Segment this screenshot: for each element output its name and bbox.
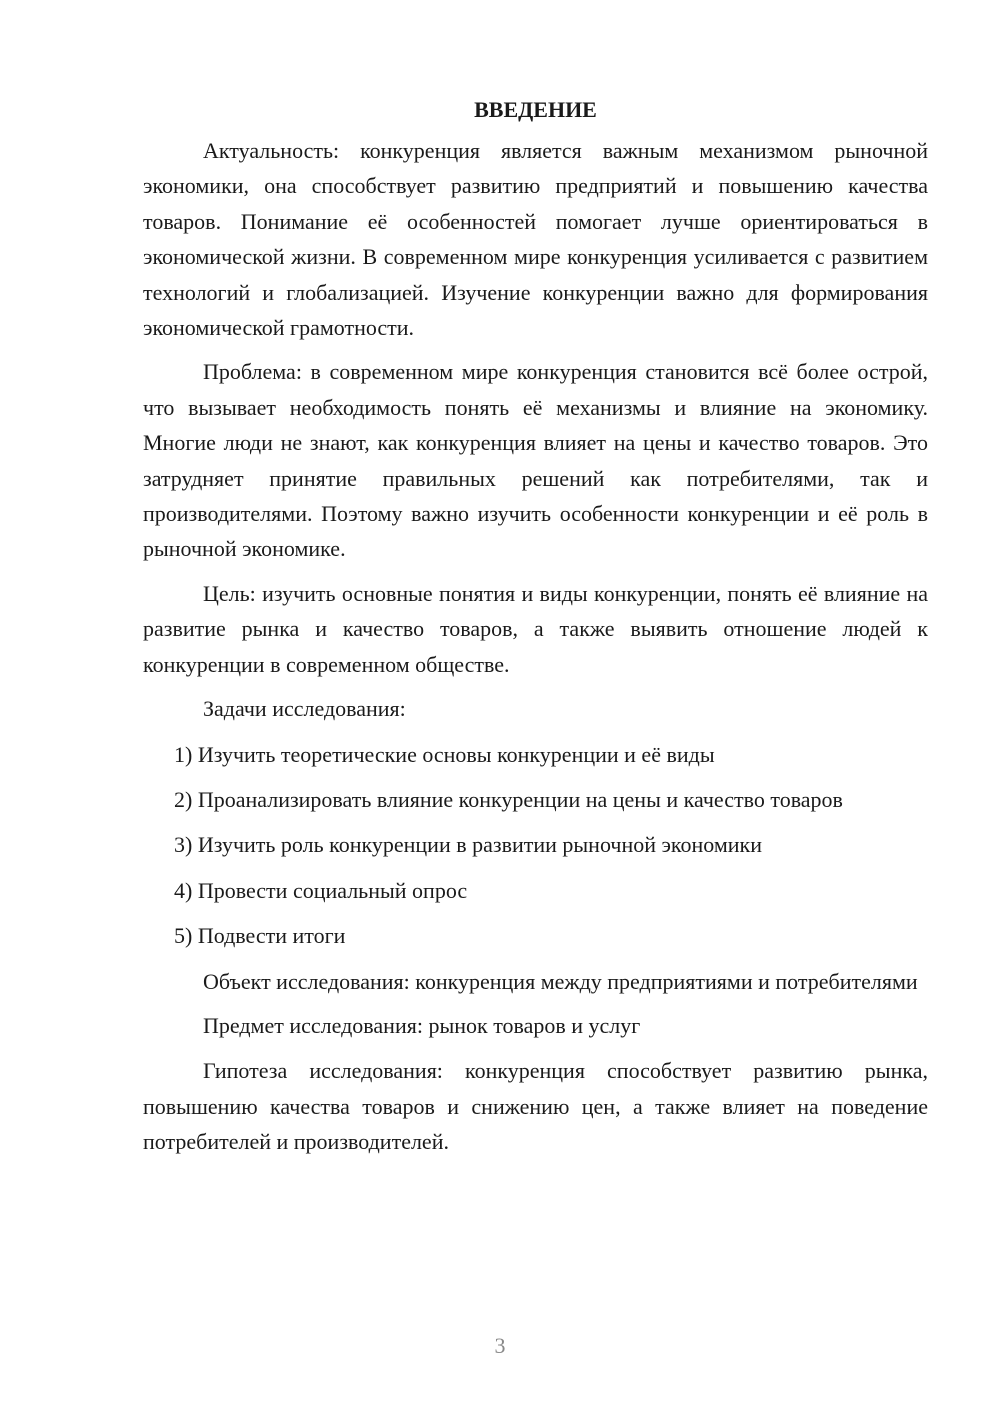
page-title: ВВЕДЕНИЕ bbox=[474, 97, 597, 122]
tasks-heading: Задачи исследования: bbox=[203, 696, 406, 722]
task-item: 2) Проанализировать влияние конкуренции на цены и качество товаров bbox=[174, 786, 843, 812]
object-paragraph: Объект исследования: конкуренция между предприятиями и потребителями bbox=[203, 968, 918, 994]
page-number: 3 bbox=[494, 1333, 506, 1358]
document-page bbox=[143, 92, 928, 1169]
tasks-list bbox=[143, 737, 928, 954]
task-item: 1) Изучить теоретические основы конкуренции и её виды bbox=[174, 741, 715, 767]
task-item: 4) Провести социальный опрос bbox=[174, 877, 468, 903]
task-item: 3) Изучить роль конкуренции в развитии рыночной экономики bbox=[174, 832, 763, 858]
subject-paragraph: Предмет исследования: рынок товаров и услуг bbox=[203, 1012, 641, 1038]
relevance-paragraph: Актуальность: конкуренция является важным механизмом рыночной экономики, она способствует развитию предприятий и повышению качества товаров. Понимание её особенностей помогает лучше ориентироваться в экономической жизни. В современном мире конкуренция усиливается с развитием технологий и глобализацией. Изучение конкуренции важно для формирования экономической грамотности. bbox=[143, 138, 928, 341]
goal-paragraph: Цель: изучить основные понятия и виды конкуренции, понять её влияние на развитие рынка и качество товаров, а также выявить отношение людей к конкуренции в современном обществе. bbox=[143, 580, 928, 677]
problem-paragraph: Проблема: в современном мире конкуренция становится всё более острой, что вызывает необходимость понять её механизмы и влияние на экономику. Многие люди не знают, как конкуренция влияет на цены и качество товаров. Это затрудняет принятие правильных решений как потребителями, так и производителями. Поэтому важно изучить особенности конкуренции и её роль в рыночной экономике. bbox=[143, 359, 928, 562]
hypothesis-paragraph: Гипотеза исследования: конкуренция способствует развитию рынка, повышению качества товаров и снижению цен, а также влияет на поведение потребителей и производителей. bbox=[143, 1058, 928, 1155]
task-item: 5) Подвести итоги bbox=[174, 923, 346, 949]
